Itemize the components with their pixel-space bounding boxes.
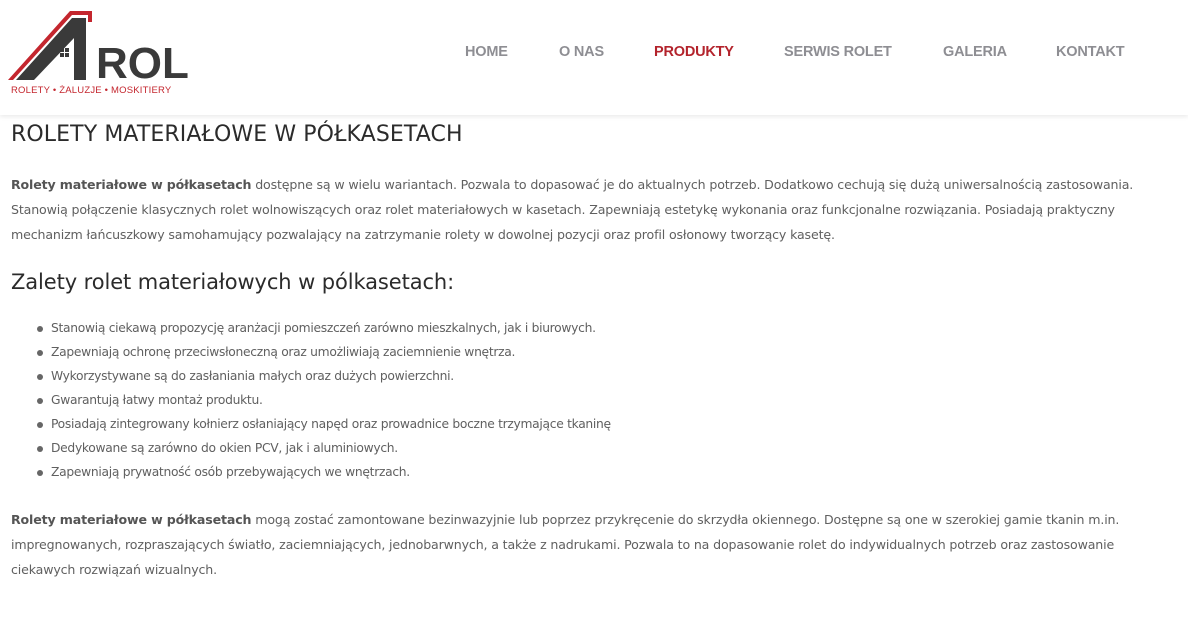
logo-tagline: ROLETY • ŻALUZJE • MOSKITIERY: [11, 85, 172, 96]
nav-o-nas[interactable]: O NAS: [559, 44, 604, 60]
bullet-icon: [37, 374, 43, 380]
advantages-list: [37, 316, 611, 484]
list-item-text: Dedykowane są zarówno do okien PCV, jak i aluminiowych.: [51, 441, 398, 455]
bullet-icon: [37, 422, 43, 428]
intro-text: dostępne są w wielu wariantach. Pozwala to dopasować je do aktualnych potrzeb. Dodatkowo cechują się dużą uniwersalnością zastosowania. Stanowią połączenie klasycznych rolet wolnowiszących oraz rolet materiałowych w kasetach. Zapewniają estetykę wykonania oraz funkcjonalne rozwiązania. Posiadają praktyczny mechanizm łańcuszkowy samohamujący pozwalający na zatrzymanie rolety w dowolnej pozycji oraz profil osłonowy tworzący kasetę.: [11, 177, 1134, 242]
bullet-icon: [37, 470, 43, 476]
list-item: [37, 436, 611, 460]
list-item-text: Zapewniają ochronę przeciwsłoneczną oraz umożliwiają zaciemnienie wnętrza.: [51, 345, 516, 359]
intro-bold-lead: Rolety materiałowe w półkasetach: [11, 177, 252, 192]
nav-galeria[interactable]: GALERIA: [943, 44, 1007, 60]
outro-bold-lead: Rolety materiałowe w półkasetach: [11, 512, 252, 527]
list-item: [37, 460, 611, 484]
outro-paragraph: [11, 507, 1161, 582]
list-item-text: Posiadają zintegrowany kołnierz osłaniający napęd oraz prowadnice boczne trzymające tkaninę: [51, 417, 611, 431]
nav-serwis-rolet[interactable]: SERWIS ROLET: [784, 44, 892, 60]
list-item: [37, 340, 611, 364]
intro-paragraph: [11, 172, 1161, 247]
bullet-icon: [37, 326, 43, 332]
site-logo[interactable]: [8, 8, 194, 100]
list-item-text: Wykorzystywane są do zasłaniania małych oraz dużych powierzchni.: [51, 369, 454, 383]
list-item: [37, 388, 611, 412]
nav-produkty[interactable]: PRODUKTY: [654, 44, 734, 60]
advantages-heading: Zalety rolet materiałowych w pólkasetach:: [11, 270, 455, 294]
logo-wordmark: ROL: [96, 39, 189, 88]
outro-text: mogą zostać zamontowane bezinwazyjnie lub poprzez przykręcenie do skrzydła okiennego. Dostępne są one w szerokiej gamie tkanin m.in. impregnowanych, rozpraszających światło, zaciemniających, jednobarwnych, a także z nadrukami. Pozwala to na dopasowanie rolet do indywidualnych potrzeb oraz zastosowanie ciekawych rozwiązań wizualnych.: [11, 512, 1120, 577]
page-title: ROLETY MATERIAŁOWE W PÓŁKASETACH: [11, 122, 463, 147]
site-header: [0, 0, 1188, 115]
bullet-icon: [37, 398, 43, 404]
nav-home[interactable]: HOME: [465, 44, 508, 60]
list-item: [37, 364, 611, 388]
list-item: [37, 412, 611, 436]
list-item-text: Zapewniają prywatność osób przebywających we wnętrzach.: [51, 465, 410, 479]
list-item-text: Stanowią ciekawą propozycję aranżacji pomieszczeń zarówno mieszkalnych, jak i biurowych.: [51, 321, 596, 335]
bullet-icon: [37, 446, 43, 452]
list-item-text: Gwarantują łatwy montaż produktu.: [51, 393, 263, 407]
bullet-icon: [37, 350, 43, 356]
list-item: [37, 316, 611, 340]
nav-kontakt[interactable]: KONTAKT: [1056, 44, 1125, 60]
